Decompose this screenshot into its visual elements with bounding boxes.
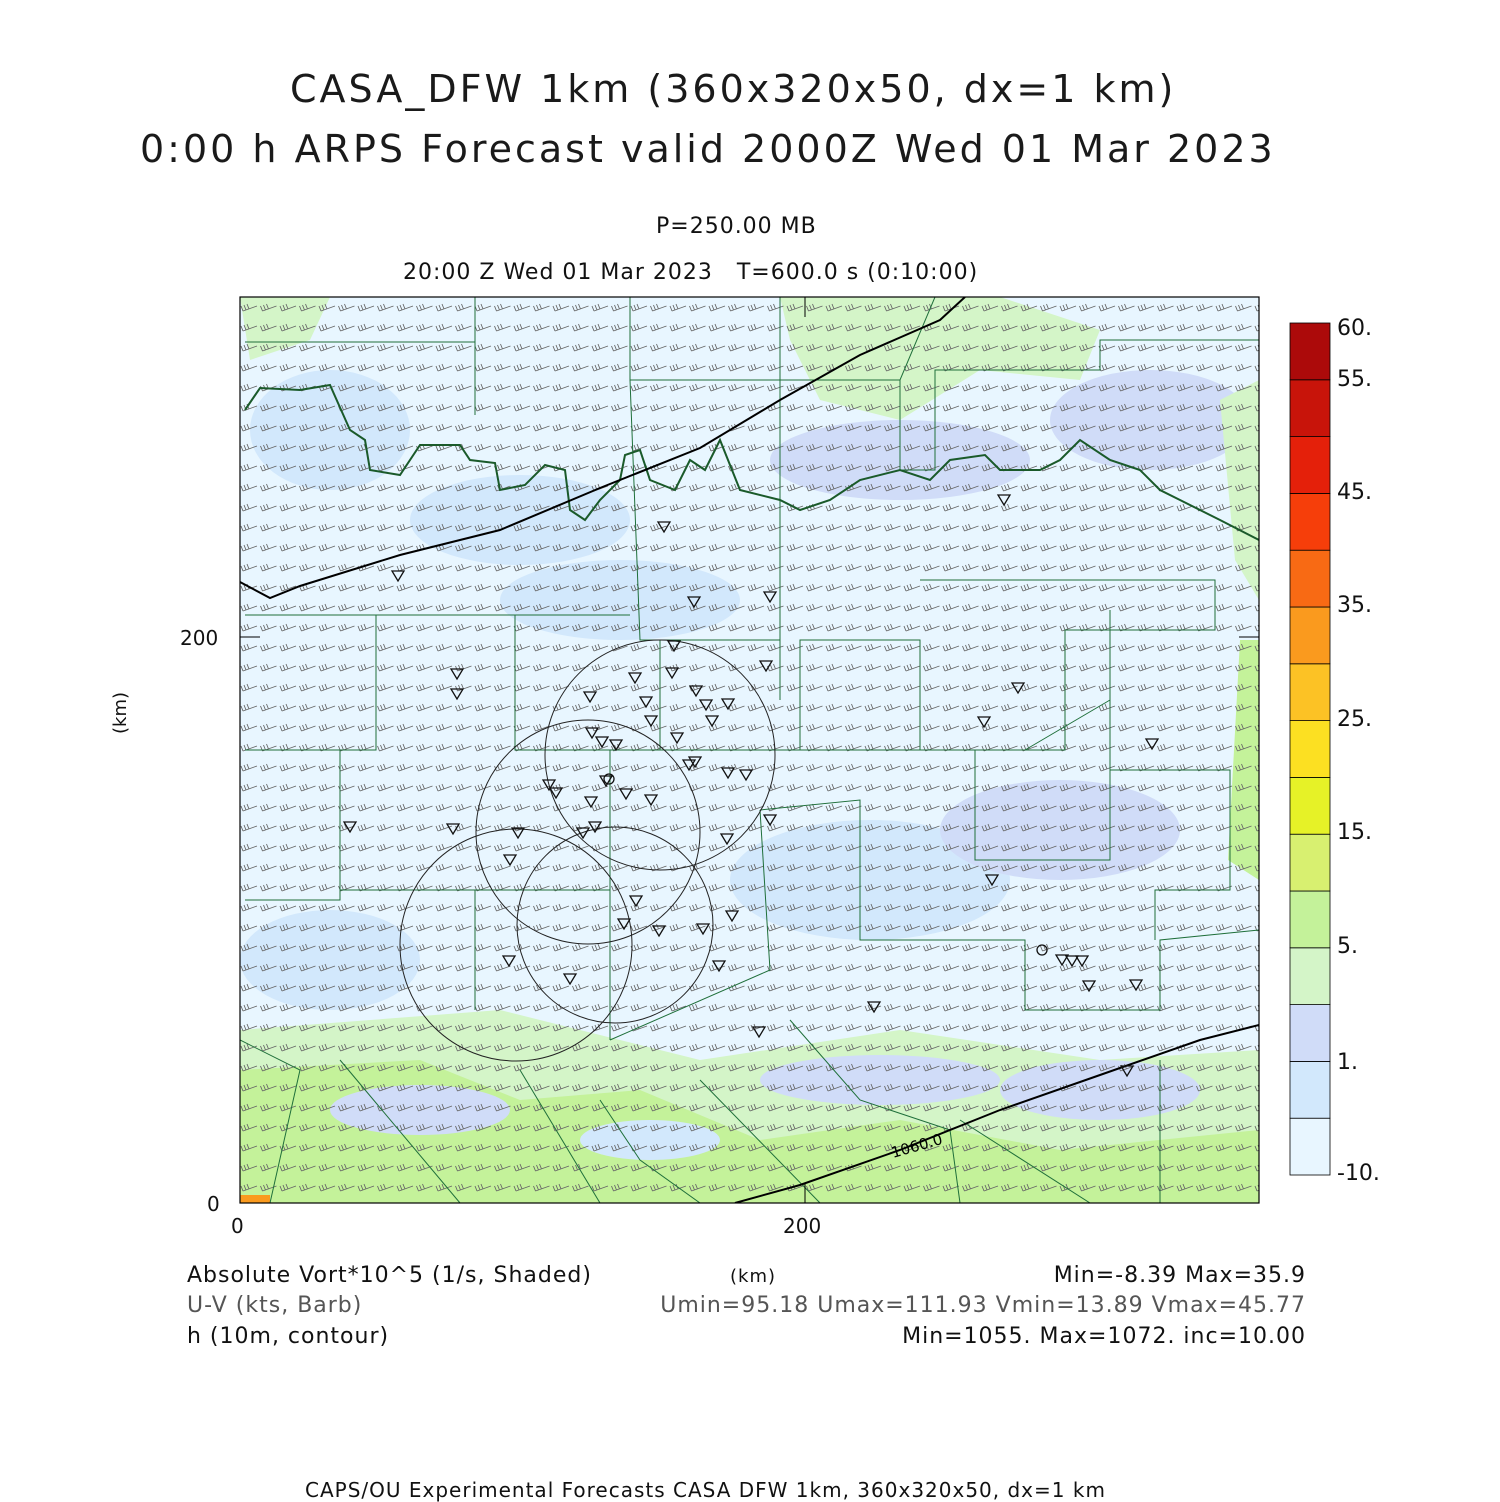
colorbar-swatch xyxy=(1290,834,1330,891)
colorbar-swatch xyxy=(1290,664,1330,721)
colorbar-swatch xyxy=(1290,1118,1330,1175)
x-tick-0: 0 xyxy=(231,1214,244,1238)
colorbar-label-60: 60. xyxy=(1337,316,1372,341)
title-line-1: CASA_DFW 1km (360x320x50, dx=1 km) xyxy=(290,67,1177,111)
colorbar-swatch xyxy=(1290,1005,1330,1062)
legend-field3-name: h (10m, contour) xyxy=(187,1324,390,1349)
colorbar-swatch xyxy=(1290,948,1330,1005)
colorbar-label-25: 25. xyxy=(1337,707,1372,732)
colorbar-label-min: -10. xyxy=(1337,1161,1380,1186)
footer-credit: CAPS/OU Experimental Forecasts CASA DFW 1km, 360x320x50, dx=1 km xyxy=(305,1478,1106,1502)
colorbar xyxy=(1290,323,1330,1175)
level-label: P=250.00 MB xyxy=(656,214,817,239)
legend-field3-stats: Min=1055. Max=1072. inc=10.00 xyxy=(902,1324,1306,1349)
legend-field1-name: Absolute Vort*10^5 (1/s, Shaded) xyxy=(187,1263,592,1288)
colorbar-swatch xyxy=(1290,891,1330,948)
y-tick-200: 200 xyxy=(180,626,219,650)
legend-field2-stats: Umin=95.18 Umax=111.93 Vmin=13.89 Vmax=45.77 xyxy=(660,1293,1306,1318)
x-axis-label: (km) xyxy=(730,1266,777,1287)
colorbar-label-1: 1. xyxy=(1337,1050,1358,1075)
colorbar-label-45: 45. xyxy=(1337,480,1372,505)
colorbar-swatch xyxy=(1290,493,1330,550)
colorbar-swatch xyxy=(1290,607,1330,664)
colorbar-swatch xyxy=(1290,437,1330,494)
contour-label: 1060.0 xyxy=(889,1130,945,1162)
colorbar-label-55: 55. xyxy=(1337,367,1372,392)
colorbar-label-5: 5. xyxy=(1337,934,1358,959)
title-line-2: 0:00 h ARPS Forecast valid 2000Z Wed 01 Mar 2023 xyxy=(140,127,1276,171)
colorbar-swatch xyxy=(1290,323,1330,380)
colorbar-swatch xyxy=(1290,380,1330,437)
colorbar-label-15: 15. xyxy=(1337,820,1372,845)
colorbar-swatch xyxy=(1290,1061,1330,1118)
colorbar-swatch xyxy=(1290,721,1330,778)
y-axis-label: (km) xyxy=(110,691,131,734)
x-tick-200: 200 xyxy=(783,1214,822,1238)
time-label: 20:00 Z Wed 01 Mar 2023 T=600.0 s (0:10:00) xyxy=(403,260,979,285)
vorticity-field xyxy=(240,297,1259,1203)
colorbar-swatch xyxy=(1290,777,1330,834)
y-tick-0: 0 xyxy=(207,1192,220,1216)
legend-field1-stats: Min=-8.39 Max=35.9 xyxy=(1053,1263,1306,1288)
legend-field2-name: U-V (kts, Barb) xyxy=(187,1293,363,1318)
colorbar-label-35: 35. xyxy=(1337,593,1372,618)
colorbar-swatch xyxy=(1290,550,1330,607)
